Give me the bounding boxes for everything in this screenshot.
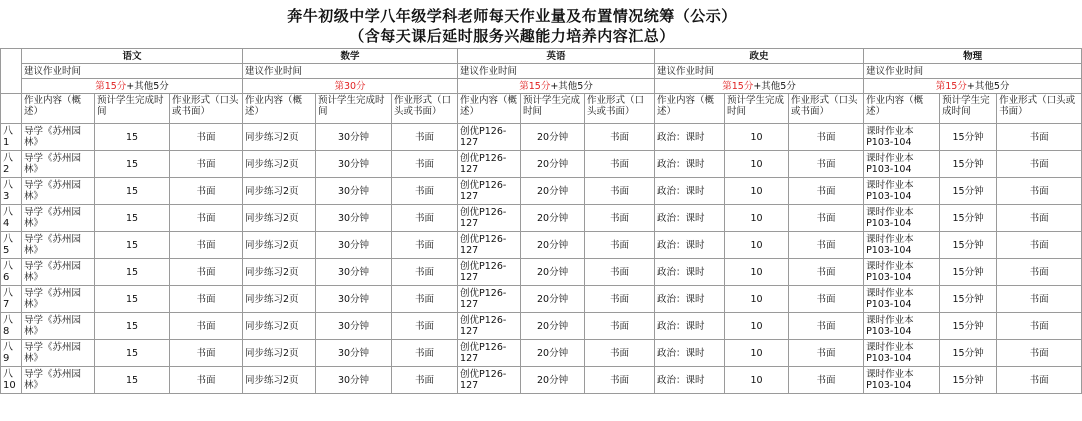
chinese-time-cell: 15	[95, 259, 170, 286]
math-time-cell: 30分钟	[316, 151, 392, 178]
physics-content-cell: 课时作业本P103-104	[864, 151, 940, 178]
recommend-time-highlight: 第15分	[95, 80, 127, 92]
chinese-content-cell: 导学《苏州园林》	[22, 151, 95, 178]
math-time-cell: 30分钟	[316, 232, 392, 259]
math-content-cell: 同步练习2页	[243, 124, 316, 151]
politics-history-content-cell: 政治：课时	[655, 286, 725, 313]
math-content-cell: 同步练习2页	[243, 232, 316, 259]
physics-content-cell: 课时作业本P103-104	[864, 340, 940, 367]
english-form-cell: 书面	[585, 124, 655, 151]
chinese-content-cell: 导学《苏州园林》	[22, 286, 95, 313]
chinese-time-cell: 15	[95, 313, 170, 340]
math-form-cell: 书面	[392, 124, 458, 151]
math-form-cell: 书面	[392, 313, 458, 340]
recommend-label: 建议作业时间	[243, 64, 458, 79]
chinese-form-cell: 书面	[170, 340, 243, 367]
chinese-form-cell: 书面	[170, 259, 243, 286]
subject-header-row	[1, 49, 1082, 64]
chinese-content-cell: 导学《苏州园林》	[22, 232, 95, 259]
english-time-cell: 20分钟	[521, 286, 585, 313]
recommend-time-highlight: 第15分	[935, 80, 967, 92]
physics-time-cell: 15分钟	[940, 259, 997, 286]
table-row	[1, 205, 1082, 232]
chinese-time-cell: 15	[95, 232, 170, 259]
politics-history-time-cell: 10	[725, 124, 789, 151]
class-name-cell: 八3	[1, 178, 22, 205]
chinese-form-cell: 书面	[170, 286, 243, 313]
class-name-cell: 八1	[1, 124, 22, 151]
recommend-label: 建议作业时间	[864, 64, 1082, 79]
class-name-cell: 八8	[1, 313, 22, 340]
math-content-cell: 同步练习2页	[243, 151, 316, 178]
physics-form-cell: 书面	[997, 151, 1082, 178]
subject-header-math: 数学	[243, 49, 458, 64]
physics-content-cell: 课时作业本P103-104	[864, 367, 940, 394]
column-header-form: 作业形式（口头或书面）	[170, 94, 243, 124]
math-content-cell: 同步练习2页	[243, 259, 316, 286]
recommend-time-math	[243, 79, 458, 94]
politics-history-time-cell: 10	[725, 286, 789, 313]
math-time-cell: 30分钟	[316, 286, 392, 313]
physics-time-cell: 15分钟	[940, 340, 997, 367]
chinese-content-cell: 导学《苏州园林》	[22, 178, 95, 205]
politics-history-form-cell: 书面	[789, 232, 864, 259]
physics-form-cell: 书面	[997, 286, 1082, 313]
politics-history-form-cell: 书面	[789, 151, 864, 178]
politics-history-time-cell: 10	[725, 178, 789, 205]
math-form-cell: 书面	[392, 367, 458, 394]
class-name-cell: 八2	[1, 151, 22, 178]
politics-history-time-cell: 10	[725, 259, 789, 286]
math-form-cell: 书面	[392, 259, 458, 286]
physics-content-cell: 课时作业本P103-104	[864, 232, 940, 259]
physics-form-cell: 书面	[997, 259, 1082, 286]
english-content-cell: 创优P126-127	[458, 124, 521, 151]
politics-history-content-cell: 政治：课时	[655, 340, 725, 367]
class-name-cell: 八7	[1, 286, 22, 313]
english-time-cell: 20分钟	[521, 340, 585, 367]
column-header-content: 作业内容（概述）	[655, 94, 725, 124]
politics-history-form-cell: 书面	[789, 178, 864, 205]
page-title: 奔牛初级中学八年级学科老师每天作业量及布置情况统筹（公示）	[287, 7, 737, 25]
recommend-time-highlight: 第15分	[722, 80, 754, 92]
physics-time-cell: 15分钟	[940, 232, 997, 259]
chinese-time-cell: 15	[95, 367, 170, 394]
physics-content-cell: 课时作业本P103-104	[864, 124, 940, 151]
math-content-cell: 同步练习2页	[243, 178, 316, 205]
english-time-cell: 20分钟	[521, 313, 585, 340]
chinese-content-cell: 导学《苏州园林》	[22, 205, 95, 232]
class-name-cell: 八6	[1, 259, 22, 286]
english-form-cell: 书面	[585, 232, 655, 259]
subject-header-english: 英语	[458, 49, 655, 64]
english-content-cell: 创优P126-127	[458, 367, 521, 394]
english-form-cell: 书面	[585, 340, 655, 367]
english-time-cell: 20分钟	[521, 205, 585, 232]
politics-history-form-cell: 书面	[789, 205, 864, 232]
math-time-cell: 30分钟	[316, 313, 392, 340]
chinese-time-cell: 15	[95, 286, 170, 313]
math-content-cell: 同步练习2页	[243, 286, 316, 313]
math-time-cell: 30分钟	[316, 178, 392, 205]
physics-form-cell: 书面	[997, 232, 1082, 259]
english-time-cell: 20分钟	[521, 259, 585, 286]
chinese-form-cell: 书面	[170, 313, 243, 340]
chinese-time-cell: 15	[95, 124, 170, 151]
recommend-time-extra: +其他5分	[126, 80, 169, 92]
column-header-content: 作业内容（概述）	[243, 94, 316, 124]
math-content-cell: 同步练习2页	[243, 340, 316, 367]
recommend-label: 建议作业时间	[22, 64, 243, 79]
physics-form-cell: 书面	[997, 124, 1082, 151]
class-name-cell: 八4	[1, 205, 22, 232]
chinese-content-cell: 导学《苏州园林》	[22, 124, 95, 151]
math-content-cell: 同步练习2页	[243, 367, 316, 394]
chinese-form-cell: 书面	[170, 178, 243, 205]
physics-form-cell: 书面	[997, 340, 1082, 367]
physics-form-cell: 书面	[997, 313, 1082, 340]
english-time-cell: 20分钟	[521, 151, 585, 178]
chinese-content-cell: 导学《苏州园林》	[22, 259, 95, 286]
recommend-label-row	[1, 64, 1082, 79]
physics-content-cell: 课时作业本P103-104	[864, 259, 940, 286]
politics-history-form-cell: 书面	[789, 124, 864, 151]
table-row	[1, 340, 1082, 367]
subject-header-politics-history: 政史	[655, 49, 864, 64]
english-time-cell: 20分钟	[521, 124, 585, 151]
english-time-cell: 20分钟	[521, 232, 585, 259]
politics-history-form-cell: 书面	[789, 313, 864, 340]
math-form-cell: 书面	[392, 340, 458, 367]
table-row	[1, 313, 1082, 340]
chinese-content-cell: 导学《苏州园林》	[22, 367, 95, 394]
class-name-cell: 八10	[1, 367, 22, 394]
politics-history-content-cell: 政治：课时	[655, 178, 725, 205]
table-row	[1, 124, 1082, 151]
politics-history-content-cell: 政治：课时	[655, 367, 725, 394]
physics-time-cell: 15分钟	[940, 151, 997, 178]
recommend-time-row	[1, 79, 1082, 94]
politics-history-time-cell: 10	[725, 340, 789, 367]
english-form-cell: 书面	[585, 367, 655, 394]
column-header-row	[1, 94, 1082, 124]
table-row	[1, 232, 1082, 259]
column-header-content: 作业内容（概述）	[864, 94, 940, 124]
chinese-time-cell: 15	[95, 151, 170, 178]
physics-form-cell: 书面	[997, 367, 1082, 394]
math-content-cell: 同步练习2页	[243, 313, 316, 340]
chinese-time-cell: 15	[95, 178, 170, 205]
chinese-form-cell: 书面	[170, 367, 243, 394]
physics-form-cell: 书面	[997, 178, 1082, 205]
politics-history-time-cell: 10	[725, 151, 789, 178]
recommend-time-extra: +其他5分	[753, 80, 796, 92]
physics-content-cell: 课时作业本P103-104	[864, 205, 940, 232]
math-time-cell: 30分钟	[316, 340, 392, 367]
recommend-time-english	[458, 79, 655, 94]
column-header-content: 作业内容（概述）	[22, 94, 95, 124]
corner-cell	[1, 49, 22, 94]
math-time-cell: 30分钟	[316, 367, 392, 394]
math-content-cell: 同步练习2页	[243, 205, 316, 232]
physics-time-cell: 15分钟	[940, 178, 997, 205]
math-time-cell: 30分钟	[316, 259, 392, 286]
politics-history-form-cell: 书面	[789, 367, 864, 394]
english-content-cell: 创优P126-127	[458, 286, 521, 313]
class-name-cell: 八5	[1, 232, 22, 259]
math-form-cell: 书面	[392, 205, 458, 232]
chinese-form-cell: 书面	[170, 232, 243, 259]
chinese-form-cell: 书面	[170, 205, 243, 232]
math-time-cell: 30分钟	[316, 124, 392, 151]
page-subtitle: （含每天课后延时服务兴趣能力培养内容汇总）	[349, 27, 675, 45]
recommend-label: 建议作业时间	[458, 64, 655, 79]
math-form-cell: 书面	[392, 286, 458, 313]
math-time-cell: 30分钟	[316, 205, 392, 232]
physics-content-cell: 课时作业本P103-104	[864, 313, 940, 340]
table-row	[1, 259, 1082, 286]
recommend-time-chinese	[22, 79, 243, 94]
politics-history-form-cell: 书面	[789, 259, 864, 286]
english-time-cell: 20分钟	[521, 367, 585, 394]
column-header-form: 作业形式（口头或书面）	[392, 94, 458, 124]
column-header-time: 预计学生完成时间	[940, 94, 997, 124]
english-form-cell: 书面	[585, 259, 655, 286]
politics-history-time-cell: 10	[725, 367, 789, 394]
column-header-form: 作业形式（口头或书面）	[789, 94, 864, 124]
politics-history-content-cell: 政治：课时	[655, 124, 725, 151]
english-content-cell: 创优P126-127	[458, 232, 521, 259]
table-row	[1, 151, 1082, 178]
physics-time-cell: 15分钟	[940, 205, 997, 232]
table-row	[1, 286, 1082, 313]
physics-time-cell: 15分钟	[940, 124, 997, 151]
english-form-cell: 书面	[585, 151, 655, 178]
physics-time-cell: 15分钟	[940, 367, 997, 394]
physics-content-cell: 课时作业本P103-104	[864, 286, 940, 313]
recommend-time-physics	[864, 79, 1082, 94]
physics-time-cell: 15分钟	[940, 313, 997, 340]
english-content-cell: 创优P126-127	[458, 178, 521, 205]
recommend-time-extra: +其他5分	[966, 80, 1010, 92]
chinese-time-cell: 15	[95, 340, 170, 367]
class-column-header	[1, 94, 22, 124]
column-header-time: 预计学生完成时间	[316, 94, 392, 124]
recommend-time-extra: +其他5分	[550, 80, 593, 92]
english-form-cell: 书面	[585, 286, 655, 313]
politics-history-content-cell: 政治：课时	[655, 259, 725, 286]
chinese-time-cell: 15	[95, 205, 170, 232]
recommend-time-highlight: 第15分	[519, 80, 551, 92]
english-form-cell: 书面	[585, 313, 655, 340]
english-time-cell: 20分钟	[521, 178, 585, 205]
politics-history-content-cell: 政治：课时	[655, 151, 725, 178]
subject-header-chinese: 语文	[22, 49, 243, 64]
math-form-cell: 书面	[392, 151, 458, 178]
politics-history-content-cell: 政治：课时	[655, 205, 725, 232]
chinese-content-cell: 导学《苏州园林》	[22, 340, 95, 367]
english-form-cell: 书面	[585, 205, 655, 232]
english-content-cell: 创优P126-127	[458, 313, 521, 340]
column-header-time: 预计学生完成时间	[521, 94, 585, 124]
table-row	[1, 178, 1082, 205]
column-header-form: 作业形式（口头或书面）	[997, 94, 1082, 124]
column-header-form: 作业形式（口头或书面）	[585, 94, 655, 124]
math-form-cell: 书面	[392, 178, 458, 205]
politics-history-time-cell: 10	[725, 205, 789, 232]
chinese-form-cell: 书面	[170, 124, 243, 151]
chinese-form-cell: 书面	[170, 151, 243, 178]
physics-time-cell: 15分钟	[940, 286, 997, 313]
politics-history-time-cell: 10	[725, 313, 789, 340]
math-form-cell: 书面	[392, 232, 458, 259]
class-name-cell: 八9	[1, 340, 22, 367]
politics-history-time-cell: 10	[725, 232, 789, 259]
english-content-cell: 创优P126-127	[458, 259, 521, 286]
recommend-time-highlight: 第30分	[334, 80, 366, 92]
homework-table	[0, 48, 1082, 394]
chinese-content-cell: 导学《苏州园林》	[22, 313, 95, 340]
politics-history-content-cell: 政治：课时	[655, 232, 725, 259]
physics-form-cell: 书面	[997, 205, 1082, 232]
subject-header-physics: 物理	[864, 49, 1082, 64]
politics-history-form-cell: 书面	[789, 286, 864, 313]
english-content-cell: 创优P126-127	[458, 340, 521, 367]
recommend-time-politics-history	[655, 79, 864, 94]
physics-content-cell: 课时作业本P103-104	[864, 178, 940, 205]
column-header-time: 预计学生完成时间	[725, 94, 789, 124]
column-header-time: 预计学生完成时间	[95, 94, 170, 124]
english-content-cell: 创优P126-127	[458, 151, 521, 178]
politics-history-content-cell: 政治：课时	[655, 313, 725, 340]
english-form-cell: 书面	[585, 178, 655, 205]
politics-history-form-cell: 书面	[789, 340, 864, 367]
recommend-label: 建议作业时间	[655, 64, 864, 79]
table-row	[1, 367, 1082, 394]
column-header-content: 作业内容（概述）	[458, 94, 521, 124]
english-content-cell: 创优P126-127	[458, 205, 521, 232]
